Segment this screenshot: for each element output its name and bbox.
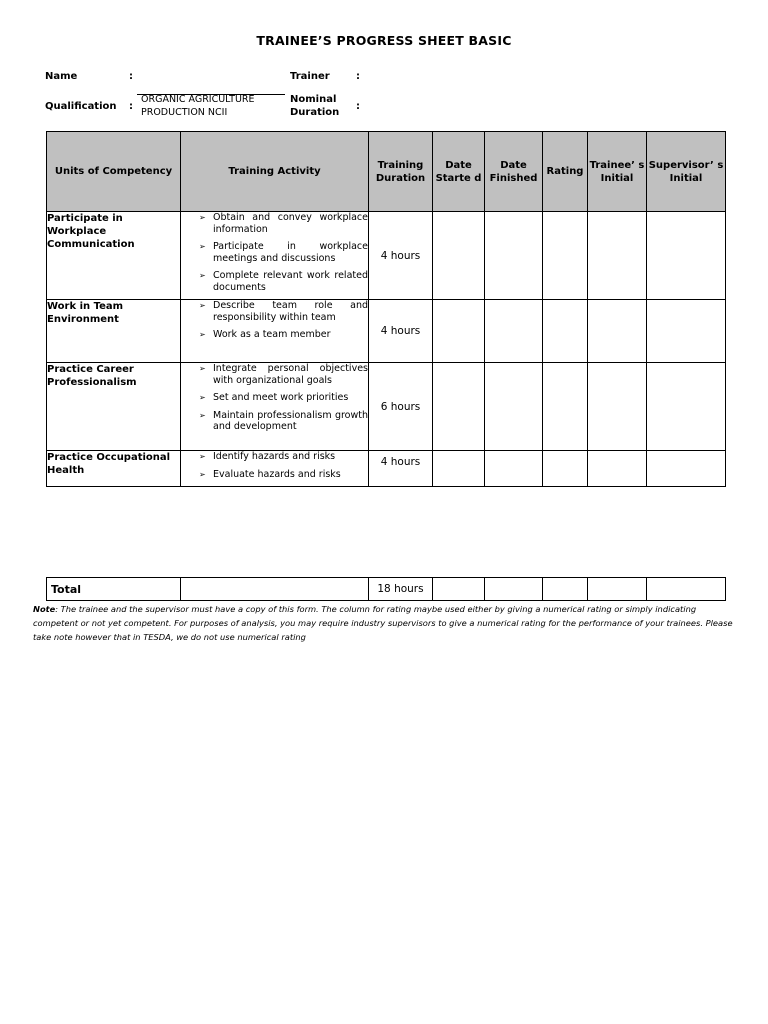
total-duration: 18 hours [369,578,433,601]
total-supervisor-initial-cell[interactable] [647,578,726,601]
date-finished-cell[interactable] [485,212,543,300]
duration-cell: 4 hours [369,212,433,300]
activity-cell [181,212,369,300]
supervisor-initial-cell[interactable] [647,212,726,300]
activity-item: ➢ Work as a team member [199,329,331,340]
total-date-finished-cell[interactable] [485,578,543,601]
unit-cell: Participate in Workplace Communication [47,212,181,300]
col-header-activity: Training Activity [181,132,369,212]
activity-item: ➢ Evaluate hazards and risks [199,468,341,480]
trainee-initial-cell[interactable] [588,212,647,300]
duration-cell: 4 hours [369,300,433,363]
name-colon: : [129,71,133,82]
date-started-cell[interactable] [433,300,485,363]
footnote [33,602,738,644]
arrow-bullet-icon: ➢ [199,364,206,373]
total-rating-cell[interactable] [543,578,588,601]
qualification-value-line1: ORGANIC AGRICULTURE [141,94,255,105]
activity-item: ➢ Complete relevant work related documents [199,270,368,293]
rating-cell[interactable] [543,363,588,451]
rating-cell[interactable] [543,212,588,300]
activity-cell [181,300,369,363]
activity-cell [181,451,369,487]
name-label: Name [45,71,78,82]
arrow-bullet-icon: ➢ [199,410,206,420]
arrow-bullet-icon: ➢ [199,242,206,251]
page-title: TRAINEE’S PROGRESS SHEET BASIC [256,33,512,48]
table-row [47,451,726,487]
activity-item: ➢ Identify hazards and risks [199,451,336,462]
date-started-cell[interactable] [433,451,485,487]
activity-item: ➢ Integrate personal objectives with organizational goals [199,363,368,386]
table-row [47,300,726,363]
table-header-row [47,132,726,212]
col-header-supervisor-initial: Supervisor’ s Initial [647,132,726,212]
trainee-initial-cell[interactable] [588,363,647,451]
total-label: Total [47,578,181,601]
nominal-duration-label-line1: Nominal [290,94,337,105]
total-table [46,577,726,601]
supervisor-initial-cell[interactable] [647,363,726,451]
arrow-bullet-icon: ➢ [199,330,206,339]
nominal-duration-label-line2: Duration [290,107,340,118]
activity-item: ➢ Obtain and convey workplace information [199,212,368,235]
activity-item: ➢ Set and meet work priorities [199,392,349,403]
arrow-bullet-icon: ➢ [199,301,206,310]
col-header-date-started: Date Starte d [433,132,485,212]
total-trainee-initial-cell[interactable] [588,578,647,601]
date-finished-cell[interactable] [485,300,543,363]
trainee-initial-cell[interactable] [588,300,647,363]
note-label: Note [33,604,56,614]
col-header-duration: Training Duration [369,132,433,212]
date-finished-cell[interactable] [485,363,543,451]
table-row [47,363,726,451]
arrow-bullet-icon: ➢ [199,271,206,280]
activity-item: ➢ Maintain professionalism growth and development [199,409,368,432]
trainer-colon: : [356,71,360,82]
arrow-bullet-icon: ➢ [199,469,206,479]
unit-cell: Practice Career Professionalism [47,363,181,451]
total-row [47,578,726,601]
date-started-cell[interactable] [433,363,485,451]
supervisor-initial-cell[interactable] [647,300,726,363]
activity-item: ➢ Participate in workplace meetings and discussions [199,241,368,264]
duration-cell: 4 hours [369,451,433,487]
date-finished-cell[interactable] [485,451,543,487]
unit-cell: Work in Team Environment [47,300,181,363]
nominal-duration-colon: : [356,101,360,112]
arrow-bullet-icon: ➢ [199,213,206,222]
total-date-started-cell[interactable] [433,578,485,601]
rating-cell[interactable] [543,300,588,363]
qualification-colon: : [129,101,133,112]
activity-item: ➢ Describe team role and responsibility within team [199,300,368,323]
total-activity-cell [181,578,369,601]
note-text: : The trainee and the supervisor must have a copy of this form. The column for rating maybe used either by giving a numerical rating or simply indicating competent or not yet competent. For purposes of analysis, you may require industry supervisors to give a numerical rating for the performance of your trainees. Please take note however that in TESDA, we do not use numerical rating [33,604,733,642]
arrow-bullet-icon: ➢ [199,452,206,461]
col-header-date-finished: Date Finished [485,132,543,212]
unit-cell: Practice Occupational Health [47,451,181,487]
col-header-rating: Rating [543,132,588,212]
qualification-label: Qualification [45,101,117,112]
trainee-initial-cell[interactable] [588,451,647,487]
table-row [47,212,726,300]
arrow-bullet-icon: ➢ [199,393,206,402]
col-header-trainee-initial: Trainee’ s Initial [588,132,647,212]
progress-table [46,131,726,487]
date-started-cell[interactable] [433,212,485,300]
activity-cell [181,363,369,451]
qualification-value-line2: PRODUCTION NCII [141,107,228,118]
rating-cell[interactable] [543,451,588,487]
trainer-label: Trainer [290,71,330,82]
col-header-units: Units of Competency [47,132,181,212]
duration-cell: 6 hours [369,363,433,451]
supervisor-initial-cell[interactable] [647,451,726,487]
